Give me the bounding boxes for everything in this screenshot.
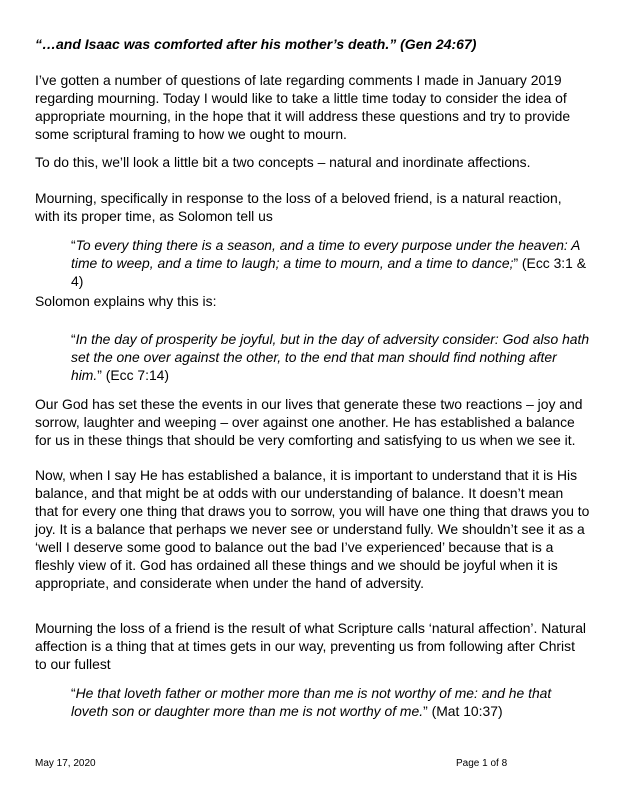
quote-reference: ” (Ecc 3:1 & 4) [71, 255, 586, 289]
paragraph: Our God has set these the events in our lives that generate these two reactions – joy and sorrow, laughter and weeping – over against one another. He has established a balance for us in these things that should be very comforting and satisfying to us when we see it. [35, 396, 583, 448]
paragraph: Mourning, specifically in response to the loss of a beloved friend, is a natural reaction, with its proper time, as Solomon tell us [35, 190, 562, 224]
document-title: “…and Isaac was comforted after his mother’s death.” (Gen 24:67) [35, 36, 477, 52]
quote-reference: ” (Ecc 7:14) [97, 367, 170, 383]
scripture-quote [71, 236, 591, 290]
scripture-quote [71, 330, 591, 384]
paragraph: Solomon explains why this is: [35, 293, 217, 309]
quote-reference: ” (Mat 10:37) [423, 703, 503, 719]
quote-open-mark: “ [71, 237, 76, 253]
paragraph: Mourning the loss of a friend is the result of what Scripture calls ‘natural affection’. Natural affection is a thing that at times gets in our way, preventing us from following after Christ to our fullest [35, 620, 587, 672]
quote-text: In the day of prosperity be joyful, but in the day of adversity consider: God also hath set the one over against the other, to the end that man should find nothing after him. [71, 331, 590, 383]
paragraph: To do this, we’ll look a little bit a two concepts – natural and inordinate affections. [35, 154, 531, 170]
scripture-quote [71, 684, 591, 720]
paragraph: I’ve gotten a number of questions of late regarding comments I made in January 2019 regarding mourning. Today I would like to take a little time today to consider the idea of appropriate mourning, in the hope that it will address these questions and try to provide some scriptural framing to how we ought to mourn. [35, 72, 571, 142]
footer-date: May 17, 2020 [35, 758, 96, 769]
quote-open-mark: “ [71, 331, 76, 347]
quote-text: He that loveth father or mother more than me is not worthy of me: and he that loveth son or daughter more than me is not worthy of me. [71, 685, 552, 719]
footer-page-number: Page 1 of 8 [456, 758, 508, 769]
quote-text: To every thing there is a season, and a time to every purpose under the heaven: A time to weep, and a time to laugh; a time to mourn, and a time to dance; [71, 237, 580, 271]
quote-open-mark: “ [71, 685, 76, 701]
paragraph: Now, when I say He has established a balance, it is important to understand that it is His balance, and that might be at odds with our understanding of balance. It doesn’t mean that for every one thing that draws you to sorrow, you will have one thing that draws you to joy. It is a balance that perhaps we never see or understand fully. We shouldn’t see it as a ‘well I deserve some good to balance out the bad I’ve experienced’ because that is a fleshly view of it. God has ordained all these things and we should be joyful when it is appropriate, and considerate when under the hand of adversity. [35, 467, 590, 591]
